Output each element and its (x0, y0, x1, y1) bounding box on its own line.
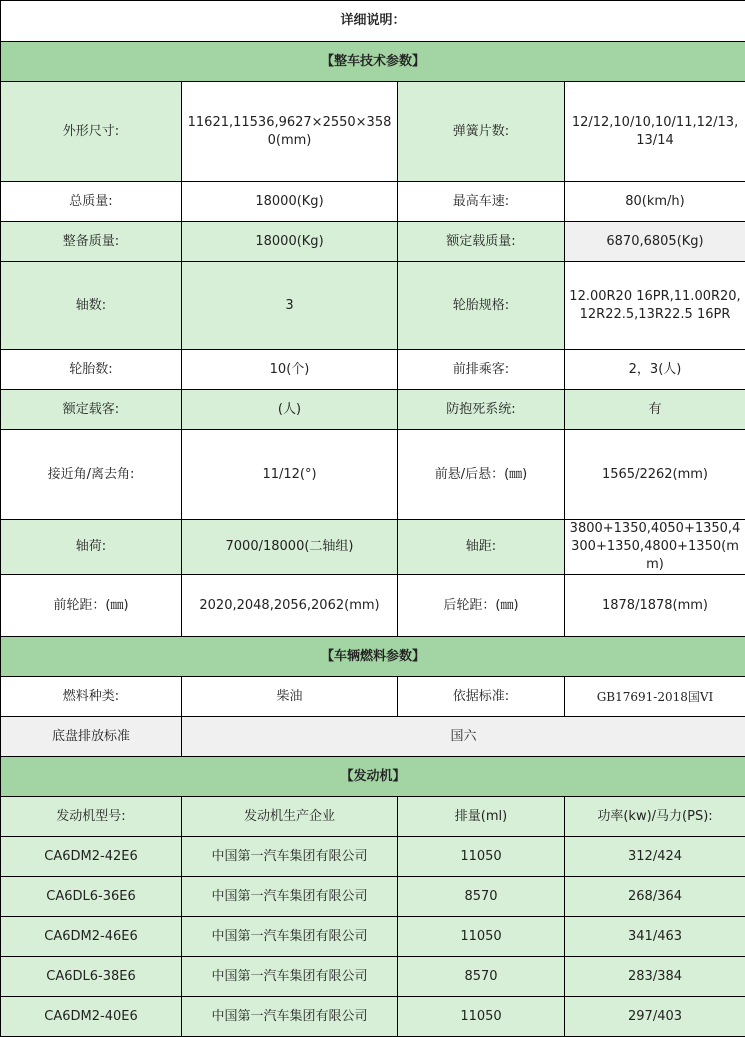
table-row (1, 350, 745, 390)
engine-maker: 中国第一汽车集团有限公司 (182, 877, 398, 917)
engine-displacement: 8570 (398, 877, 565, 917)
table-row (1, 182, 745, 222)
spec-value: 11/12(°) (182, 430, 398, 520)
standard-label: 依据标准: (398, 677, 565, 717)
spec-label: 前排乘客: (398, 350, 565, 390)
engine-power: 341/463 (565, 917, 745, 957)
spec-label: 轴荷: (1, 520, 182, 575)
spec-label: 整备质量: (1, 222, 182, 262)
spec-value: 12.00R20 16PR,11.00R20,12R22.5,13R22.5 16PR (565, 262, 745, 350)
table-row (1, 520, 745, 575)
table-row (1, 262, 745, 350)
engine-model: CA6DM2-40E6 (1, 997, 182, 1037)
spec-value: 3 (182, 262, 398, 350)
engine-maker: 中国第一汽车集团有限公司 (182, 997, 398, 1037)
spec-value: 6870,6805(Kg) (565, 222, 745, 262)
table-row (1, 877, 745, 917)
spec-label: 防抱死系统: (398, 390, 565, 430)
spec-label: 前轮距：(㎜) (1, 575, 182, 637)
section-header-row (1, 42, 745, 82)
table-row (1, 430, 745, 520)
spec-value: 18000(Kg) (182, 182, 398, 222)
engine-model: CA6DL6-36E6 (1, 877, 182, 917)
section-header-row (1, 637, 745, 677)
spec-label: 前悬/后悬：(㎜) (398, 430, 565, 520)
engine-section-header: 【发动机】 (1, 757, 745, 797)
section-header-row (1, 757, 745, 797)
spec-label: 轴距: (398, 520, 565, 575)
table-row (1, 957, 745, 997)
table-row (1, 575, 745, 637)
table-row (1, 390, 745, 430)
spec-label: 轮胎规格: (398, 262, 565, 350)
engine-model: CA6DM2-46E6 (1, 917, 182, 957)
engine-displacement: 11050 (398, 997, 565, 1037)
spec-label: 后轮距：(㎜) (398, 575, 565, 637)
table-row (1, 837, 745, 877)
column-header: 排量(ml) (398, 797, 565, 837)
column-header: 发动机型号: (1, 797, 182, 837)
spec-value: 11621,11536,9627×2550×3580(mm) (182, 82, 398, 182)
table-row (1, 677, 745, 717)
emission-label: 底盘排放标准 (1, 717, 182, 757)
column-header: 发动机生产企业 (182, 797, 398, 837)
engine-maker: 中国第一汽车集团有限公司 (182, 837, 398, 877)
engine-model: CA6DM2-42E6 (1, 837, 182, 877)
engine-maker: 中国第一汽车集团有限公司 (182, 957, 398, 997)
table-row (1, 717, 745, 757)
spec-value: 80(km/h) (565, 182, 745, 222)
spec-value: 1565/2262(mm) (565, 430, 745, 520)
engine-model: CA6DL6-38E6 (1, 957, 182, 997)
table-row (1, 222, 745, 262)
spec-label: 总质量: (1, 182, 182, 222)
spec-label: 轴数: (1, 262, 182, 350)
fuel-type-value: 柴油 (182, 677, 398, 717)
page-title: 详细说明： (1, 1, 745, 42)
spec-label: 额定载质量: (398, 222, 565, 262)
title-row (1, 1, 745, 42)
spec-label: 额定载客: (1, 390, 182, 430)
spec-value: 18000(Kg) (182, 222, 398, 262)
tech-section-header: 【整车技术参数】 (1, 42, 745, 82)
spec-value: 10(个) (182, 350, 398, 390)
engine-power: 283/384 (565, 957, 745, 997)
spec-value: 7000/18000(二轴组) (182, 520, 398, 575)
engine-displacement: 11050 (398, 837, 565, 877)
engine-power: 297/403 (565, 997, 745, 1037)
spec-label: 最高车速: (398, 182, 565, 222)
spec-label: 轮胎数: (1, 350, 182, 390)
engine-displacement: 8570 (398, 957, 565, 997)
table-row (1, 917, 745, 957)
fuel-section-header: 【车辆燃料参数】 (1, 637, 745, 677)
spec-value: 3800+1350,4050+1350,4300+1350,4800+1350(mm) (565, 520, 745, 575)
spec-label: 外形尺寸: (1, 82, 182, 182)
fuel-type-label: 燃料种类: (1, 677, 182, 717)
table-row (1, 82, 745, 182)
spec-value: 1878/1878(mm) (565, 575, 745, 637)
emission-value: 国六 (182, 717, 745, 757)
spec-value: 12/12,10/10,10/11,12/13,13/14 (565, 82, 745, 182)
spec-label: 弹簧片数: (398, 82, 565, 182)
engine-power: 312/424 (565, 837, 745, 877)
spec-value: 有 (565, 390, 745, 430)
engine-power: 268/364 (565, 877, 745, 917)
standard-value: GB17691-2018国VI (565, 677, 745, 717)
table-row (1, 997, 745, 1037)
spec-value: 2020,2048,2056,2062(mm) (182, 575, 398, 637)
spec-value: 2，3(人) (565, 350, 745, 390)
table-header-row (1, 797, 745, 837)
engine-displacement: 11050 (398, 917, 565, 957)
engine-maker: 中国第一汽车集团有限公司 (182, 917, 398, 957)
column-header: 功率(kw)/马力(PS): (565, 797, 745, 837)
spec-value: (人) (182, 390, 398, 430)
spec-label: 接近角/离去角: (1, 430, 182, 520)
